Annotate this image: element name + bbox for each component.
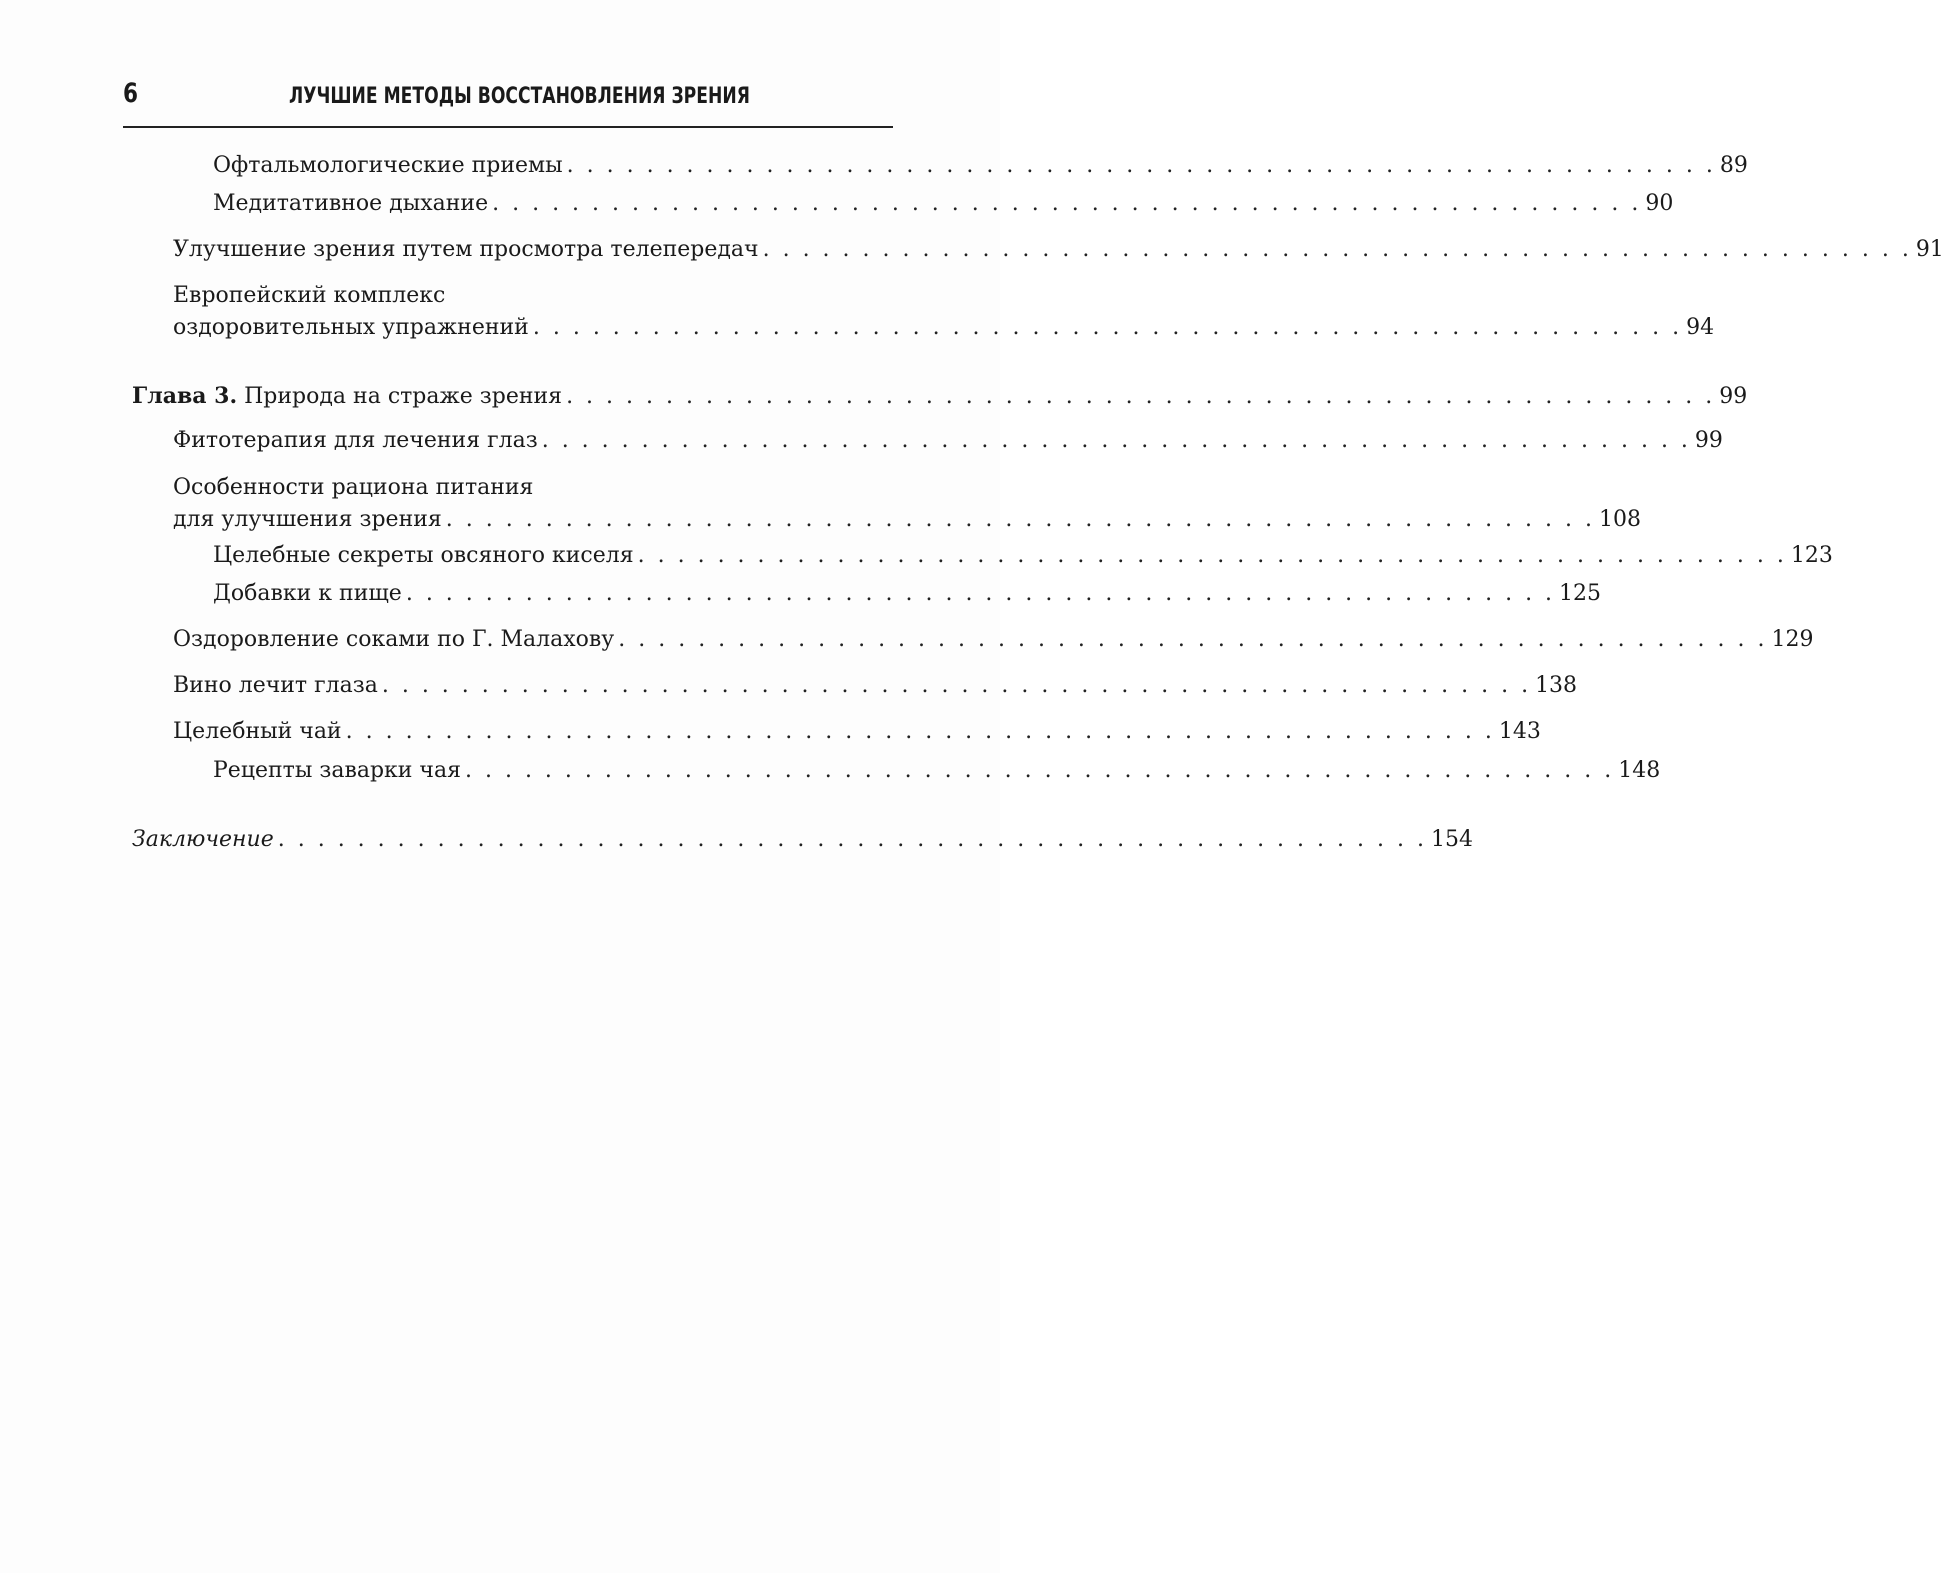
- toc-entry-page: 138: [1535, 673, 1578, 698]
- toc-entry-label: Целебные секреты овсяного киселя: [213, 543, 634, 568]
- toc-entry-page: 125: [1559, 581, 1602, 606]
- leader-dots: . . . . . . . . . . . . . . . . . . . . . . . . . . . . . . . . . . . . . . . . . . . . . . . . . . . . . . . . . .: [381, 673, 1532, 698]
- toc-entry-label: Целебный чай: [173, 719, 342, 744]
- toc-entry-label: Вино лечит глаза: [173, 673, 378, 698]
- toc-entry-page: 148: [1618, 758, 1661, 783]
- leader-dots: . . . . . . . . . . . . . . . . . . . . . . . . . . . . . . . . . . . . . . . . . . . . . . . . . . . . . . . . . .: [445, 507, 1595, 532]
- toc-entry[interactable]: [213, 755, 1661, 787]
- toc-entry-page: 154: [1430, 827, 1473, 852]
- toc-entry-label-line1: Европейский комплекс: [173, 283, 446, 308]
- toc-entry[interactable]: [173, 425, 1723, 457]
- toc-entry[interactable]: [173, 472, 1641, 536]
- toc-entry[interactable]: [173, 624, 1814, 656]
- running-title: ЛУЧШИЕ МЕТОДЫ ВОССТАНОВЛЕНИЯ ЗРЕНИЯ: [289, 84, 750, 109]
- leader-dots: . . . . . . . . . . . . . . . . . . . . . . . . . . . . . . . . . . . . . . . . . . . . . . . . . . . . . . . . . .: [345, 719, 1495, 744]
- leader-dots: . . . . . . . . . . . . . . . . . . . . . . . . . . . . . . . . . . . . . . . . . . . . . . . . . . . . . . . . . .: [464, 758, 1615, 783]
- leader-dots: . . . . . . . . . . . . . . . . . . . . . . . . . . . . . . . . . . . . . . . . . . . . . . . . . . . . . . . . . .: [277, 827, 1427, 852]
- toc-entry-page: 129: [1771, 627, 1814, 652]
- toc-entry-conclusion[interactable]: [132, 824, 1473, 856]
- toc-entry[interactable]: [213, 540, 1833, 572]
- leader-dots: . . . . . . . . . . . . . . . . . . . . . . . . . . . . . . . . . . . . . . . . . . . . . . . . . . . . . . . . . .: [618, 627, 1768, 652]
- toc-entry-label: [132, 380, 562, 413]
- toc-entry-page: 99: [1719, 384, 1748, 409]
- leader-dots: . . . . . . . . . . . . . . . . . . . . . . . . . . . . . . . . . . . . . . . . . . . . . . . . . . . . . . . . . .: [566, 384, 1716, 409]
- page-number: 6: [123, 78, 139, 109]
- toc-entry-page: 94: [1686, 315, 1715, 340]
- toc-entry[interactable]: [213, 150, 1748, 182]
- toc-entry[interactable]: [173, 716, 1541, 748]
- toc-entry-page: 123: [1790, 543, 1833, 568]
- toc-entry-label: для улучшения зрения: [173, 507, 442, 532]
- toc-entry-page: 90: [1645, 191, 1674, 216]
- toc-entry-label-line1: Особенности рациона питания: [173, 475, 534, 500]
- toc-entry[interactable]: [173, 234, 1944, 266]
- toc-chapter-entry[interactable]: [132, 380, 1748, 413]
- toc-entry-label: оздоровительных упражнений: [173, 315, 529, 340]
- header-rule: [123, 126, 893, 128]
- chapter-prefix: Глава 3.: [132, 383, 238, 409]
- leader-dots: . . . . . . . . . . . . . . . . . . . . . . . . . . . . . . . . . . . . . . . . . . . . . . . . . . . . . . . . . .: [541, 428, 1691, 453]
- toc-entry-page: 91: [1915, 237, 1944, 262]
- chapter-title: Природа на страже зрения: [244, 384, 563, 409]
- page-header: [123, 78, 893, 118]
- toc-entry-page: 108: [1599, 507, 1641, 532]
- toc-entry-label: Улучшение зрения путем просмотра телепередач: [173, 237, 759, 262]
- toc-entry[interactable]: [173, 280, 1715, 344]
- toc-entry-label: Добавки к пище: [213, 581, 402, 606]
- toc-entry-page: 143: [1498, 719, 1541, 744]
- leader-dots: . . . . . . . . . . . . . . . . . . . . . . . . . . . . . . . . . . . . . . . . . . . . . . . . . . . . . . . . . .: [405, 581, 1556, 606]
- leader-dots: . . . . . . . . . . . . . . . . . . . . . . . . . . . . . . . . . . . . . . . . . . . . . . . . . . . . . . . . . .: [532, 315, 1683, 340]
- leader-dots: . . . . . . . . . . . . . . . . . . . . . . . . . . . . . . . . . . . . . . . . . . . . . . . . . . . . . . . . . .: [566, 153, 1716, 178]
- toc-entry-page: 99: [1694, 428, 1723, 453]
- leader-dots: . . . . . . . . . . . . . . . . . . . . . . . . . . . . . . . . . . . . . . . . . . . . . . . . . . . . . . . . . .: [637, 543, 1787, 568]
- toc-entry-page: 89: [1719, 153, 1748, 178]
- toc-entry-label: Оздоровление соками по Г. Малахову: [173, 627, 615, 652]
- toc-entry[interactable]: [173, 670, 1578, 702]
- toc-entry-label: Заключение: [132, 827, 274, 852]
- leader-dots: . . . . . . . . . . . . . . . . . . . . . . . . . . . . . . . . . . . . . . . . . . . . . . . . . . . . . . . . . .: [762, 237, 1912, 262]
- toc-entry-label: Медитативное дыхание: [213, 191, 489, 216]
- toc-entry[interactable]: [213, 188, 1674, 220]
- toc-entry-label: Фитотерапия для лечения глаз: [173, 428, 538, 453]
- toc-entry-label: Рецепты заварки чая: [213, 758, 461, 783]
- toc-entry-label: Офтальмологические приемы: [213, 153, 563, 178]
- toc-entry[interactable]: [213, 578, 1602, 610]
- leader-dots: . . . . . . . . . . . . . . . . . . . . . . . . . . . . . . . . . . . . . . . . . . . . . . . . . . . . . . . . . .: [492, 191, 1642, 216]
